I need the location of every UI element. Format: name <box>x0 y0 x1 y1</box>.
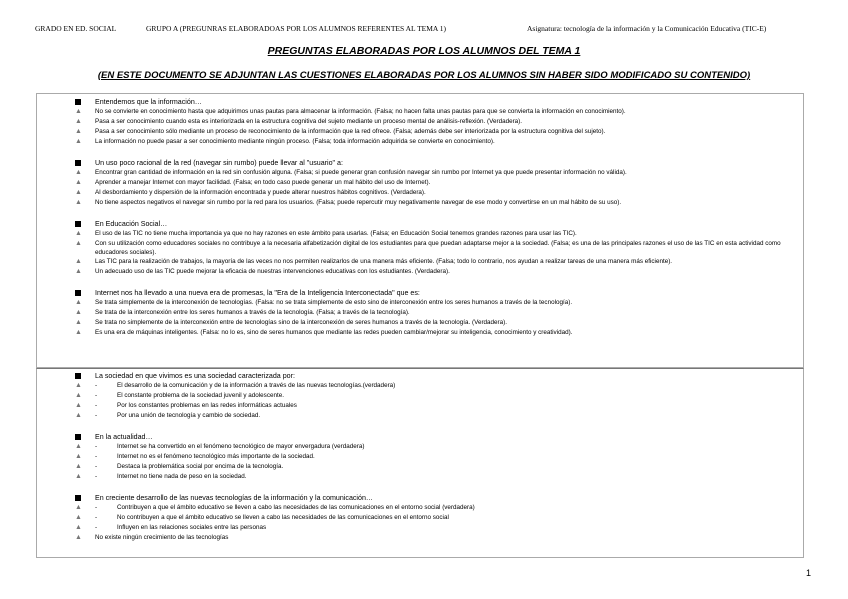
triangle-bullet-icon: ▲ <box>75 309 82 316</box>
header-center: GRUPO A (PREGUNRAS ELABORADOAS POR LOS ALUMNOS REFERENTES AL TEMA 1) <box>146 24 447 33</box>
question-block <box>40 433 800 482</box>
answer-option: ▲ El uso de las TIC no tiene mucha importancia ya que no hay razones en este ámbito para usarlas. (Falsa; en Educación Social tenemos grandes razones para usar las TIC). <box>75 230 577 237</box>
question-text: Un uso poco racional de la red (navegar sin rumbo) puede llevar al "usuario" a: <box>95 159 800 168</box>
triangle-bullet-icon: ▲ <box>75 118 82 125</box>
answer-option: ▲ - Influyen en las relaciones sociales entre las personas <box>75 524 267 531</box>
bullet-square-icon <box>75 221 81 227</box>
answer-option: ▲ Pasa a ser conocimiento cuando esta es interiorizada en la estructura cognitiva del sujeto mediante un proceso mental de análisis-reflexión. (Verdadera). <box>75 118 523 125</box>
triangle-bullet-icon: ▲ <box>75 319 82 326</box>
answer-option: ▲ - Destaca la problemática social por encima de la tecnología. <box>75 463 284 470</box>
triangle-bullet-icon: ▲ <box>75 258 82 265</box>
question-text: En Educación Social… <box>95 220 800 229</box>
question-text: En la actualidad… <box>95 433 800 442</box>
answer-option: ▲ Se trata de la interconexión entre los seres humanos a través de la tecnología. (Falsa; a través de la tecnología). <box>75 309 410 316</box>
answer-option: ▲ Pasa a ser conocimiento sólo mediante un proceso de reconocimiento de la información que la red ofrece. (Falsa; además debe ser interiorizada por la estructura cognitiva del sujeto). <box>75 128 606 135</box>
triangle-bullet-icon: ▲ <box>75 108 82 115</box>
answer-option: ▲ Con su utilización como educadores sociales no contribuye a la necesaria alfabetización digital de los estudiantes para que puedan adaptarse mejor a la sociedad. (Falsa; es una de las principales razones el uso de las TIC en esta actividad como educadores sociales). <box>75 240 781 256</box>
triangle-bullet-icon: ▲ <box>75 179 82 186</box>
answer-option: ▲ No tiene aspectos negativos el navegar sin rumbo por la red para los usuarios. (Falsa; puede repercutir muy negativamente navegar de ese modo y convertirse en un mal hábito de su uso). <box>75 199 622 206</box>
triangle-bullet-icon: ▲ <box>75 524 82 531</box>
triangle-bullet-icon: ▲ <box>75 169 82 176</box>
question-text: Internet nos ha llevado a una nueva era de promesas, la "Era de la Inteligencia Interconectada" que es: <box>95 289 800 298</box>
bullet-square-icon <box>75 160 81 166</box>
question-block <box>40 494 800 543</box>
triangle-bullet-icon: ▲ <box>75 412 82 419</box>
answer-option: ▲ Se trata no simplemente de la interconexión entre de tecnologías sino de la interconexión de seres humanos a través de la tecnología. (Verdadera). <box>75 319 507 326</box>
answer-option: ▲ No existe ningún crecimiento de las tecnologías <box>75 534 229 541</box>
question-block <box>40 159 800 208</box>
header-left: GRADO EN ED. SOCIAL <box>35 24 117 33</box>
triangle-bullet-icon: ▲ <box>75 534 82 541</box>
answer-option: ▲ - No contribuyen a que el ámbito educativo se lleven a cabo las necesidades de las comunicaciones en el entorno social <box>75 514 449 521</box>
bullet-square-icon <box>75 99 81 105</box>
triangle-bullet-icon: ▲ <box>75 189 82 196</box>
document-subtitle: (EN ESTE DOCUMENTO SE ADJUNTAN LAS CUESTIONES ELABORADAS POR LOS ALUMNOS SIN HABER SIDO MODIFICADO SU CONTENIDO) <box>97 70 751 81</box>
triangle-bullet-icon: ▲ <box>75 138 82 145</box>
triangle-bullet-icon: ▲ <box>75 504 82 511</box>
answer-option: ▲ Se trata simplemente de la interconexión de tecnologías. (Falsa: no se trata simplemente de esto sino de interconexión entre los seres humanos a través de la tecnología). <box>75 299 573 306</box>
answer-option: ▲ - Internet no tiene nada de peso en la sociedad. <box>75 473 247 480</box>
triangle-bullet-icon: ▲ <box>75 443 82 450</box>
triangle-bullet-icon: ▲ <box>75 128 82 135</box>
answer-option: ▲ - Por los constantes problemas en las redes informáticas actuales <box>75 402 297 409</box>
question-block <box>40 372 800 421</box>
triangle-bullet-icon: ▲ <box>75 473 82 480</box>
triangle-bullet-icon: ▲ <box>75 402 82 409</box>
page-number: 1 <box>806 568 812 578</box>
triangle-bullet-icon: ▲ <box>75 240 82 247</box>
triangle-bullet-icon: ▲ <box>75 514 82 521</box>
triangle-bullet-icon: ▲ <box>75 392 82 399</box>
question-block <box>40 220 800 277</box>
answer-option: ▲ Un adecuado uso de las TIC puede mejorar la eficacia de nuestras intervenciones educativas con los estudiantes. (Verdadera). <box>75 268 450 275</box>
triangle-bullet-icon: ▲ <box>75 382 82 389</box>
answer-option: ▲ La información no puede pasar a ser conocimiento mediante ningún proceso. (Falsa; toda información adquirida se convierte en conocimiento). <box>75 138 495 145</box>
answer-option: ▲ - Contribuyen a que el ámbito educativo se lleven a cabo las necesidades de las comunicaciones en el entorno social (verdadera) <box>75 504 475 511</box>
triangle-bullet-icon: ▲ <box>75 230 82 237</box>
bullet-square-icon <box>75 434 81 440</box>
answer-option: ▲ - Internet se ha convertido en el fenómeno tecnológico de mayor envergadura (verdadera) <box>75 443 365 450</box>
answer-option: ▲ - Por una unión de tecnología y cambio de sociedad. <box>75 412 261 419</box>
triangle-bullet-icon: ▲ <box>75 463 82 470</box>
bullet-square-icon <box>75 373 81 379</box>
answer-option: ▲ Aprender a manejar Internet con mayor facilidad. (Falsa; en todo caso puede generar un mal hábito del uso de Internet). <box>75 179 431 186</box>
question-text: En creciente desarrollo de las nuevas tecnologías de la información y la comunicación… <box>95 494 800 503</box>
header-right: Asignatura: tecnología de la información y la Comunicación Educativa (TIC-E) <box>527 24 767 33</box>
answer-option: ▲ Es una era de máquinas inteligentes. (Falsa: no lo es, sino de seres humanos que mediante las redes pueden cambiar/mejorar su inteligencia, conocimiento y creatividad). <box>75 329 573 336</box>
bullet-square-icon <box>75 290 81 296</box>
questions-list-2 <box>40 372 800 543</box>
answer-option: ▲ Encontrar gran cantidad de información en la red sin confusión alguna. (Falsa; si puede generar gran confusión navegar sin rumbo por Internet ya que puede presentar información no válida). <box>75 169 627 176</box>
question-block <box>40 289 800 338</box>
triangle-bullet-icon: ▲ <box>75 329 82 336</box>
answer-option: ▲ - El desarrollo de la comunicación y de la información a través de las nuevas tecnologías.(verdadera) <box>75 382 396 389</box>
document-title: PREGUNTAS ELABORADAS POR LOS ALUMNOS DEL TEMA 1 <box>267 45 581 57</box>
answer-option: ▲ - El constante problema de la sociedad juvenil y adolescente. <box>75 392 284 399</box>
triangle-bullet-icon: ▲ <box>75 299 82 306</box>
questions-list-1 <box>40 98 800 338</box>
answer-option: ▲ No se convierte en conocimiento hasta que adquirimos unas pautas para almacenar la información. (Falsa; no hacen falta unas pautas para que se convierta la información en conocimiento). <box>75 108 626 115</box>
answer-option: ▲ Al desbordamiento y dispersión de la información encontrada y puede alterar nuestros hábitos cognitivos. (Verdadera). <box>75 189 426 196</box>
triangle-bullet-icon: ▲ <box>75 268 82 275</box>
triangle-bullet-icon: ▲ <box>75 453 82 460</box>
question-text: Entendemos que la información… <box>95 98 800 107</box>
triangle-bullet-icon: ▲ <box>75 199 82 206</box>
bullet-square-icon <box>75 495 81 501</box>
question-block <box>40 98 800 147</box>
question-text: La sociedad en que vivimos es una sociedad caracterizada por: <box>95 372 800 381</box>
answer-option: ▲ - Internet no es el fenómeno tecnológico más importante de la sociedad. <box>75 453 315 460</box>
answer-option: ▲ Las TIC para la realización de trabajos, la mayoría de las veces no nos permiten realizarlos de una manera más eficiente. (Falsa; todo lo contrario, nos ayudan a realizar tareas de una manera más eficiente). <box>75 258 673 265</box>
